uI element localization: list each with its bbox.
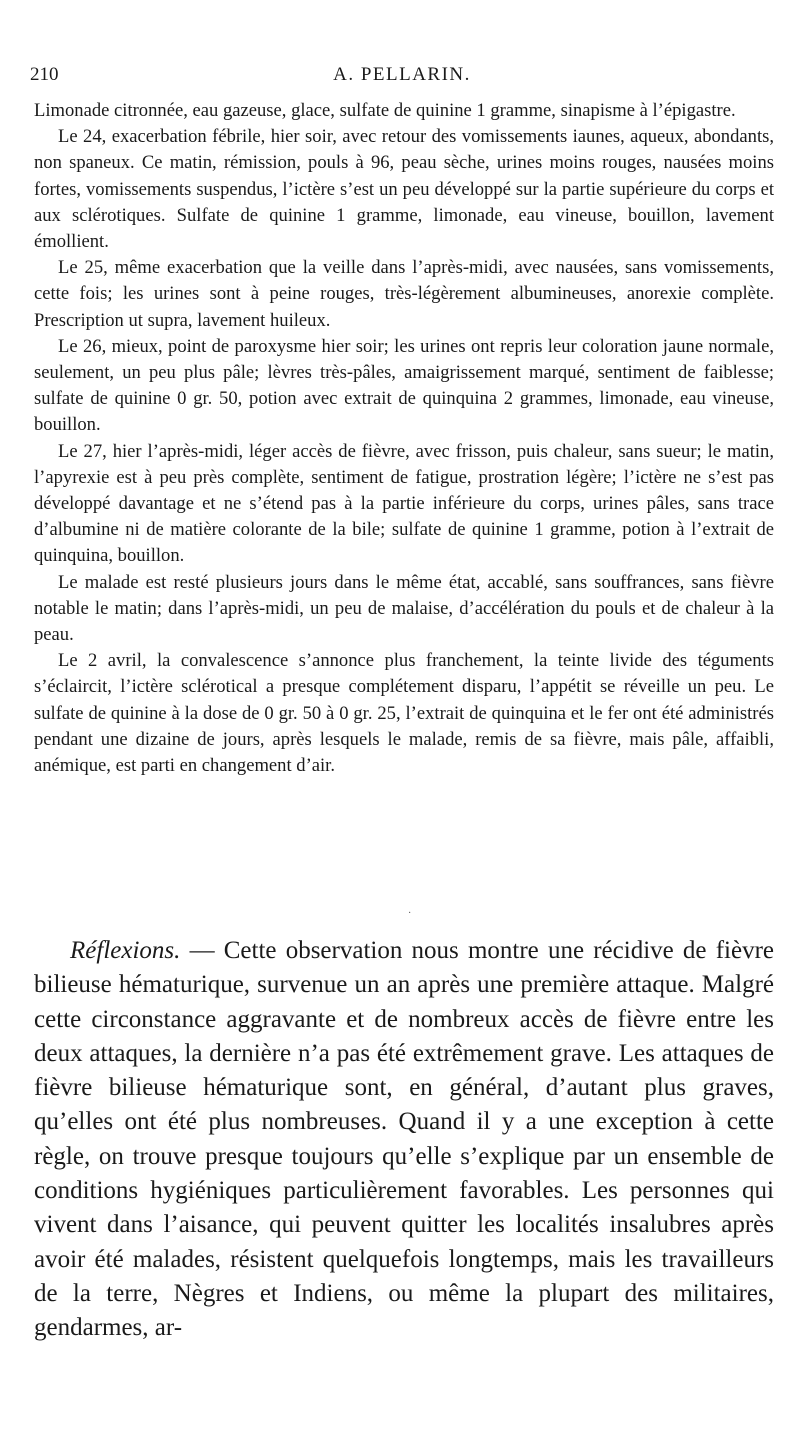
paragraph: Le 25, même exacerbation que la veille dans l’après-midi, avec nausées, sans vomissements, cette fois; les urines sont à peine rouges, très-légèrement albumineuses, anorexie complète. Prescription ut supra, lavement huileux.	[34, 257, 774, 331]
reflexions-section	[34, 934, 774, 1346]
paragraph: Le 2 avril, la convalescence s’annonce plus franchement, la teinte livide des téguments s’éclaircit, l’ictère sclérotical a presque complétement disparu, l’appétit se réveille un peu. Le sulfate de quinine à la dose de 0 gr. 50 à 0 gr. 25, l’extrait de quinquina et le fer ont été administrés pendant une dizaine de jours, après lesquels le malade, remis de sa fièvre, mais pâle, affaibli, anémique, est parti en changement d’air.	[34, 650, 774, 777]
paragraph: Le 26, mieux, point de paroxysme hier soir; les urines ont repris leur coloration jaune normale, seulement, un peu plus pâle; lèvres très-pâles, amaigrissement marqué, sentiment de faiblesse; sulfate de quinine 0 gr. 50, potion avec extrait de quinquina 2 grammes, limonade, eau vineuse, bouillon.	[34, 335, 774, 436]
paragraph: Le 27, hier l’après-midi, léger accès de fièvre, avec frisson, puis chaleur, sans sueur; le matin, l’apyrexie est à peu près complète, sentiment de fatigue, prostration légère; l’ictère ne s’est pas développé davantage et ne s’étend pas à la partie inférieure du corps, urines pâles, sans trace d’albumine ni de matière colorante de la bile; sulfate de quinine 1 gramme, potion à l’extrait de quinquina, bouillon.	[34, 440, 774, 567]
page-number: 210	[30, 64, 59, 85]
paragraph: Le 24, exacerbation fébrile, hier soir, avec retour des vomissements iaunes, aqueux, abondants, non spaneux. Ce matin, rémission, pouls à 96, peau sèche, urines moins rouges, nausées moins fortes, vomissements suspendus, l’ictère s’est un peu développé sur la partie supérieure du corps et aux sclérotiques. Sulfate de quinine 1 gramme, limonade, eau vineuse, bouillon, lavement émollient.	[34, 126, 774, 253]
case-observation-text	[34, 98, 774, 779]
running-head-author: A. PELLARIN.	[333, 64, 471, 85]
paragraph: Le malade est resté plusieurs jours dans le même état, accablé, sans souffrances, sans fièvre notable le matin; dans l’après-midi, un peu de malaise, d’accélération du pouls et de chaleur à la peau.	[34, 571, 774, 646]
reflexions-paragraph	[34, 934, 774, 1346]
running-head	[30, 62, 774, 88]
reflexions-text: — Cette observation nous montre une récidive de fièvre bilieuse hématurique, survenue un an après une première attaque. Malgré cette circonstance aggravante et de nombreux accès de fièvre entre les deux attaques, la dernière n’a pas été extrêmement grave. Les attaques de fièvre bilieuse hématurique sont, en général, d’autant plus graves, qu’elles ont été plus nombreuses. Quand il y a une exception à cette règle, on trouve presque toujours qu’elle s’explique par un ensemble de conditions hygiéniques particulièrement favorables. Les personnes qui vivent dans l’aisance, qui peuvent quitter les localités insalubres après avoir été malades, résistent quelquefois longtemps, mais les travailleurs de la terre, Nègres et Indiens, ou même la plupart des militaires, gendarmes, ar-	[34, 937, 774, 1342]
reflexions-label: Réflexions.	[70, 937, 181, 964]
separator-mark: ·	[408, 908, 412, 919]
paragraph: Limonade citronnée, eau gazeuse, glace, sulfate de quinine 1 gramme, sinapisme à l’épigastre.	[34, 100, 736, 121]
